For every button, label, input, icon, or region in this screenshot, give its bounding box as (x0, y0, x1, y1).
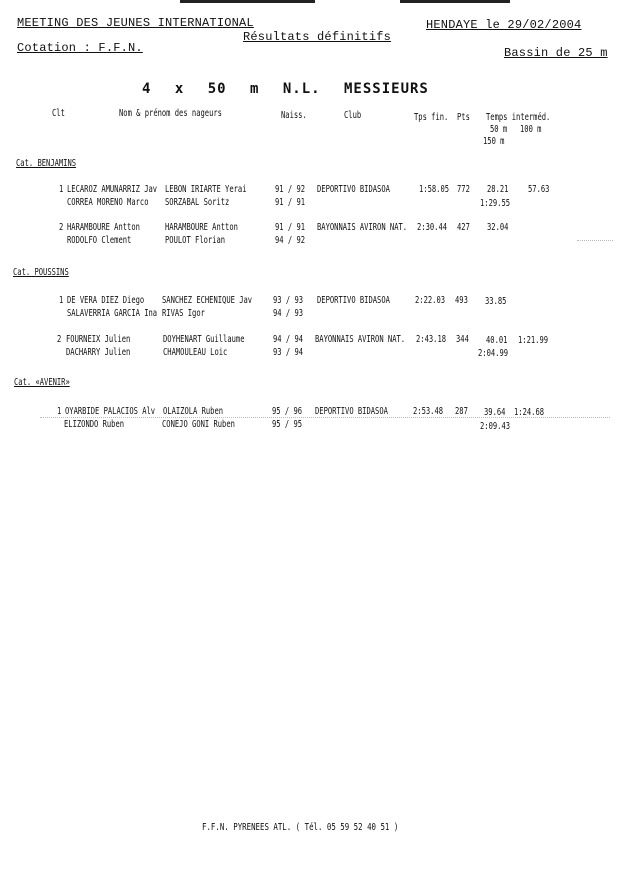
swimmer-name: DOYHENART Guillaume (163, 334, 245, 345)
swimmer-name: CHAMOULEAU Loic (163, 347, 228, 358)
dotted-rule (40, 417, 610, 418)
points: 427 (457, 222, 470, 233)
scan-artifact (400, 0, 510, 3)
swimmer-name: SANCHEZ ECHENIQUE Jav (162, 295, 253, 306)
split-50: 39.64 (484, 407, 506, 418)
split-150: 1:29.55 (480, 198, 511, 209)
final-time: 2:53.48 (413, 406, 444, 417)
split-100: 1:21.99 (518, 335, 549, 346)
points: 772 (457, 184, 470, 195)
rank: 2 (57, 334, 62, 345)
swimmer-name: RODOLFO Clement (67, 235, 132, 246)
meet-title: MEETING DES JEUNES INTERNATIONAL (17, 16, 254, 30)
club-name: DEPORTIVO BIDASOA (315, 406, 388, 417)
pool-length: Bassin de 25 m (504, 46, 608, 60)
rank: 1 (59, 295, 64, 306)
points: 287 (455, 406, 468, 417)
col-split-150: 150 m (483, 136, 505, 147)
club-name: BAYONNAIS AVIRON NAT. (315, 334, 406, 345)
event-title: 4 x 50 m N.L. MESSIEURS (142, 81, 429, 97)
split-150: 2:09.43 (480, 421, 511, 432)
birth-years: 93 / 93 (273, 295, 304, 306)
split-100: 1:24.68 (514, 407, 545, 418)
dotted-mark (577, 240, 613, 241)
cotation: Cotation : F.F.N. (17, 41, 143, 55)
col-splits: Temps interméd. (486, 112, 551, 123)
club-name: DEPORTIVO BIDASOA (317, 184, 390, 195)
col-final-time: Tps fin. (414, 112, 449, 123)
rank: 1 (59, 184, 64, 195)
location-date: HENDAYE le 29/02/2004 (426, 18, 582, 32)
birth-years: 94 / 92 (275, 235, 306, 246)
results-label: Résultats définitifs (243, 30, 392, 44)
birth-years: 94 / 93 (273, 308, 304, 319)
split-150: 2:04.99 (478, 348, 509, 359)
points: 344 (456, 334, 469, 345)
birth-years: 91 / 91 (275, 197, 306, 208)
split-100: 57.63 (528, 184, 550, 195)
rank: 1 (57, 406, 62, 417)
split-50: 33.85 (485, 296, 507, 307)
swimmer-name: CORREA MORENO Marco (67, 197, 149, 208)
category-label: Cat. BENJAMINS (16, 158, 77, 169)
final-time: 2:22.03 (415, 295, 446, 306)
split-50: 40.01 (486, 335, 508, 346)
birth-years: 95 / 95 (272, 419, 303, 430)
birth-years: 95 / 96 (272, 406, 303, 417)
birth-years: 93 / 94 (273, 347, 304, 358)
col-birth: Naiss. (281, 110, 307, 121)
split-50: 32.04 (487, 222, 509, 233)
col-names: Nom & prénom des nageurs (119, 108, 222, 119)
swimmer-name: POULOT Florian (165, 235, 226, 246)
category-label: Cat. «AVENIR» (14, 377, 70, 388)
swimmer-name: SALAVERRIA GARCIA Ina (67, 308, 158, 319)
swimmer-name: HARAMBOURE Antton (67, 222, 140, 233)
category-label: Cat. POUSSINS (13, 267, 69, 278)
swimmer-name: ELIZONDO Ruben (64, 419, 125, 430)
swimmer-name: HARAMBOURE Antton (165, 222, 238, 233)
col-split-100: 100 m (520, 124, 542, 135)
points: 493 (455, 295, 468, 306)
club-name: BAYONNAIS AVIRON NAT. (317, 222, 408, 233)
swimmer-name: LEBON IRIARTE Yerai (165, 184, 247, 195)
col-rank: Clt (52, 108, 65, 119)
final-time: 2:43.18 (416, 334, 447, 345)
swimmer-name: RIVAS Igor (162, 308, 205, 319)
footer-contact: F.F.N. PYRENEES ATL. ( Tél. 05 59 52 40 51 ) (202, 822, 399, 833)
col-club: Club (344, 110, 362, 121)
final-time: 2:30.44 (417, 222, 448, 233)
col-split-50: 50 m (490, 124, 508, 135)
swimmer-name: DACHARRY Julien (66, 347, 131, 358)
club-name: DEPORTIVO BIDASOA (317, 295, 390, 306)
final-time: 1:58.05 (419, 184, 450, 195)
rank: 2 (59, 222, 64, 233)
swimmer-name: CONEJO GONI Ruben (162, 419, 235, 430)
birth-years: 91 / 92 (275, 184, 306, 195)
scan-artifact (180, 0, 315, 3)
swimmer-name: DE VERA DIEZ Diego (67, 295, 145, 306)
swimmer-name: OLAIZOLA Ruben (163, 406, 224, 417)
birth-years: 94 / 94 (273, 334, 304, 345)
swimmer-name: SORZABAL Soritz (165, 197, 230, 208)
swimmer-name: OYARBIDE PALACIOS Alv (65, 406, 156, 417)
swimmer-name: LECAROZ AMUNARRIZ Jav (67, 184, 158, 195)
birth-years: 91 / 91 (275, 222, 306, 233)
split-50: 28.21 (487, 184, 509, 195)
swimmer-name: FOURNEIX Julien (66, 334, 131, 345)
col-points: Pts (457, 112, 470, 123)
